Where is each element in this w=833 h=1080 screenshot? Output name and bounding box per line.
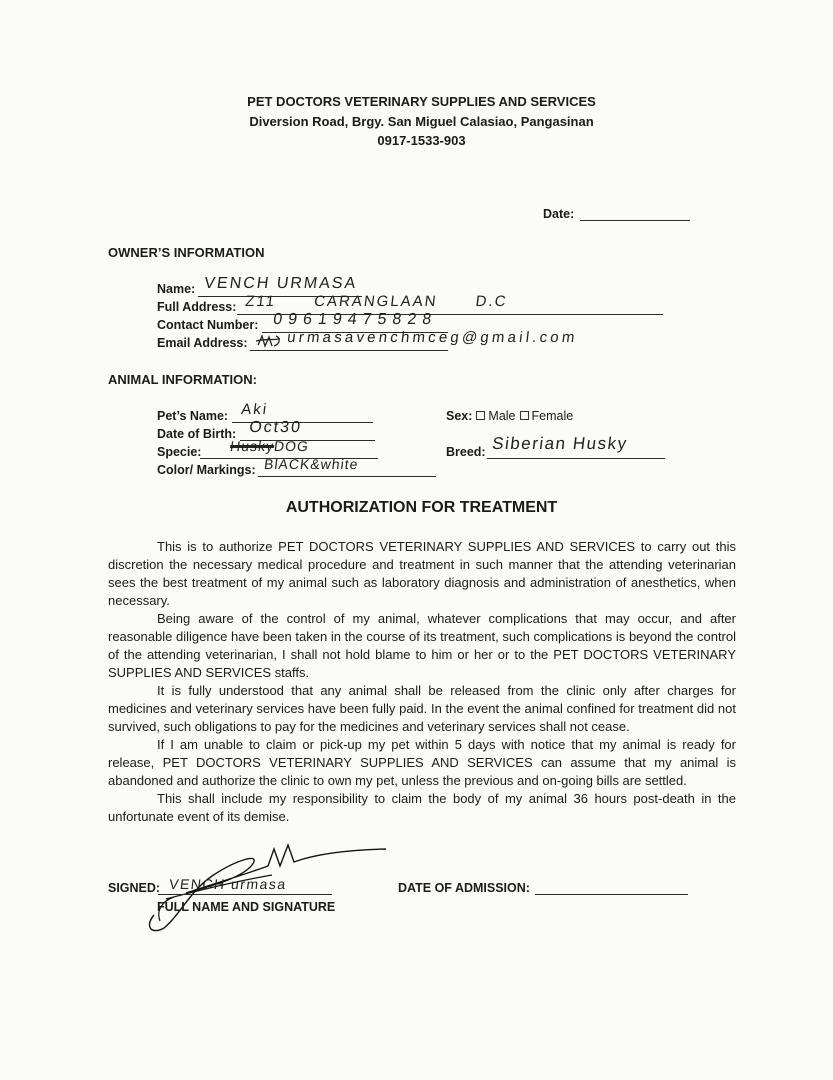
specie-entry: [229, 436, 310, 456]
color-markings-value: BlACK&white: [263, 456, 360, 472]
full-address-value: Z11 CARANGLAAN D.C: [244, 293, 509, 310]
color-markings-label: Color/ Markings:: [157, 463, 256, 477]
authorization-paragraph: This shall include my responsibility to claim the body of my animal 36 hours post-death in the unfortunate event of its demise.: [108, 791, 736, 824]
signed-name-value: VENCH urmasa: [168, 876, 288, 892]
full-address-label: Full Address:: [157, 300, 237, 314]
specie-label: Specie:: [157, 445, 202, 459]
clinic-address: Diversion Road, Brgy. San Miguel Calasiao, Pangasinan: [249, 113, 594, 129]
email-address-line: [250, 350, 448, 351]
clinic-name: PET DOCTORS VETERINARY SUPPLIES AND SERVICES: [247, 94, 596, 109]
specie-value: DOG: [273, 438, 311, 454]
sex-label: Sex:: [446, 409, 473, 423]
email-address-label: Email Address:: [157, 336, 248, 350]
email-address-value: urmasavenchmceg@gmail.com: [286, 329, 579, 346]
date-of-admission-line: [535, 894, 688, 895]
sex-female-label: Female: [531, 409, 574, 423]
authorization-body: [108, 538, 736, 826]
breed-line: [487, 458, 665, 459]
sex-field: [446, 407, 573, 425]
sex-male-checkbox: [476, 411, 485, 420]
clinic-phone: 0917-1533-903: [377, 133, 466, 148]
authorization-paragraph: This is to authorize PET DOCTORS VETERINARY SUPPLIES AND SERVICES to carry out this discretion the necessary medical procedure and treatment in such manner that the attending veterinarian sees the best treatment of my animal such as laboratory diagnosis and administration of anesthetics, when necessary.: [108, 539, 736, 608]
breed-value: Siberian Husky: [491, 434, 629, 453]
date-of-birth-value: Oct30: [248, 419, 304, 436]
contact-number-label: Contact Number:: [157, 318, 259, 332]
date-line: [580, 220, 690, 221]
authorization-paragraph: If I am unable to claim or pick-up my pet within 5 days with notice that my animal is ready for release, PET DOCTORS VETERINARY SUPPLIES AND SERVICES can assume that my animal is abandoned and authorize the clinic to own my pet, unless the previous and on-going bills are settled.: [108, 737, 736, 788]
pet-name-label: Pet’s Name:: [157, 409, 229, 423]
pet-name-value: Aki: [240, 401, 270, 418]
owner-name-value: VENCH URMASA: [203, 275, 359, 292]
date-of-admission-label: DATE OF ADMISSION:: [398, 881, 530, 895]
date-of-birth-label: Date of Birth:: [157, 427, 237, 441]
specie-crossed-out: Husky: [229, 438, 276, 454]
contact-number-value: 09619475828: [272, 311, 439, 328]
breed-label: Breed:: [446, 445, 486, 459]
owner-info-heading: OWNER’S INFORMATION: [108, 245, 265, 260]
signature-line: [158, 894, 332, 895]
email-strikeout-scribble: [255, 332, 283, 350]
authorization-title: AUTHORIZATION FOR TREATMENT: [285, 499, 558, 516]
sex-male-label: Male: [488, 409, 516, 423]
date-label: Date:: [543, 207, 575, 221]
sex-female-checkbox: [520, 411, 529, 420]
letterhead: [10, 92, 833, 151]
authorization-paragraph: It is fully understood that any animal shall be released from the clinic only after charges for medicines and veterinary services have been fully paid. In the event the animal confined for treatment did not survived, such obligations to pay for the medicines and veterinary services shall not cease.: [108, 683, 736, 734]
name-label: Name:: [157, 282, 196, 296]
color-markings-line: [258, 476, 436, 477]
animal-info-heading: ANIMAL INFORMATION:: [108, 372, 257, 387]
signature-caption: FULL NAME AND SIGNATURE: [157, 900, 336, 914]
signed-label: SIGNED:: [108, 881, 161, 895]
authorization-paragraph: Being aware of the control of my animal, whatever complications that may occur, and after reasonable diligence have been taken in the course of its treatment, such complications is beyond the control of the attending veterinarian, I shall not hold blame to him or her or to the PET DOCTORS VETERINARY SUPPLIES AND SERVICES staffs.: [108, 611, 736, 680]
